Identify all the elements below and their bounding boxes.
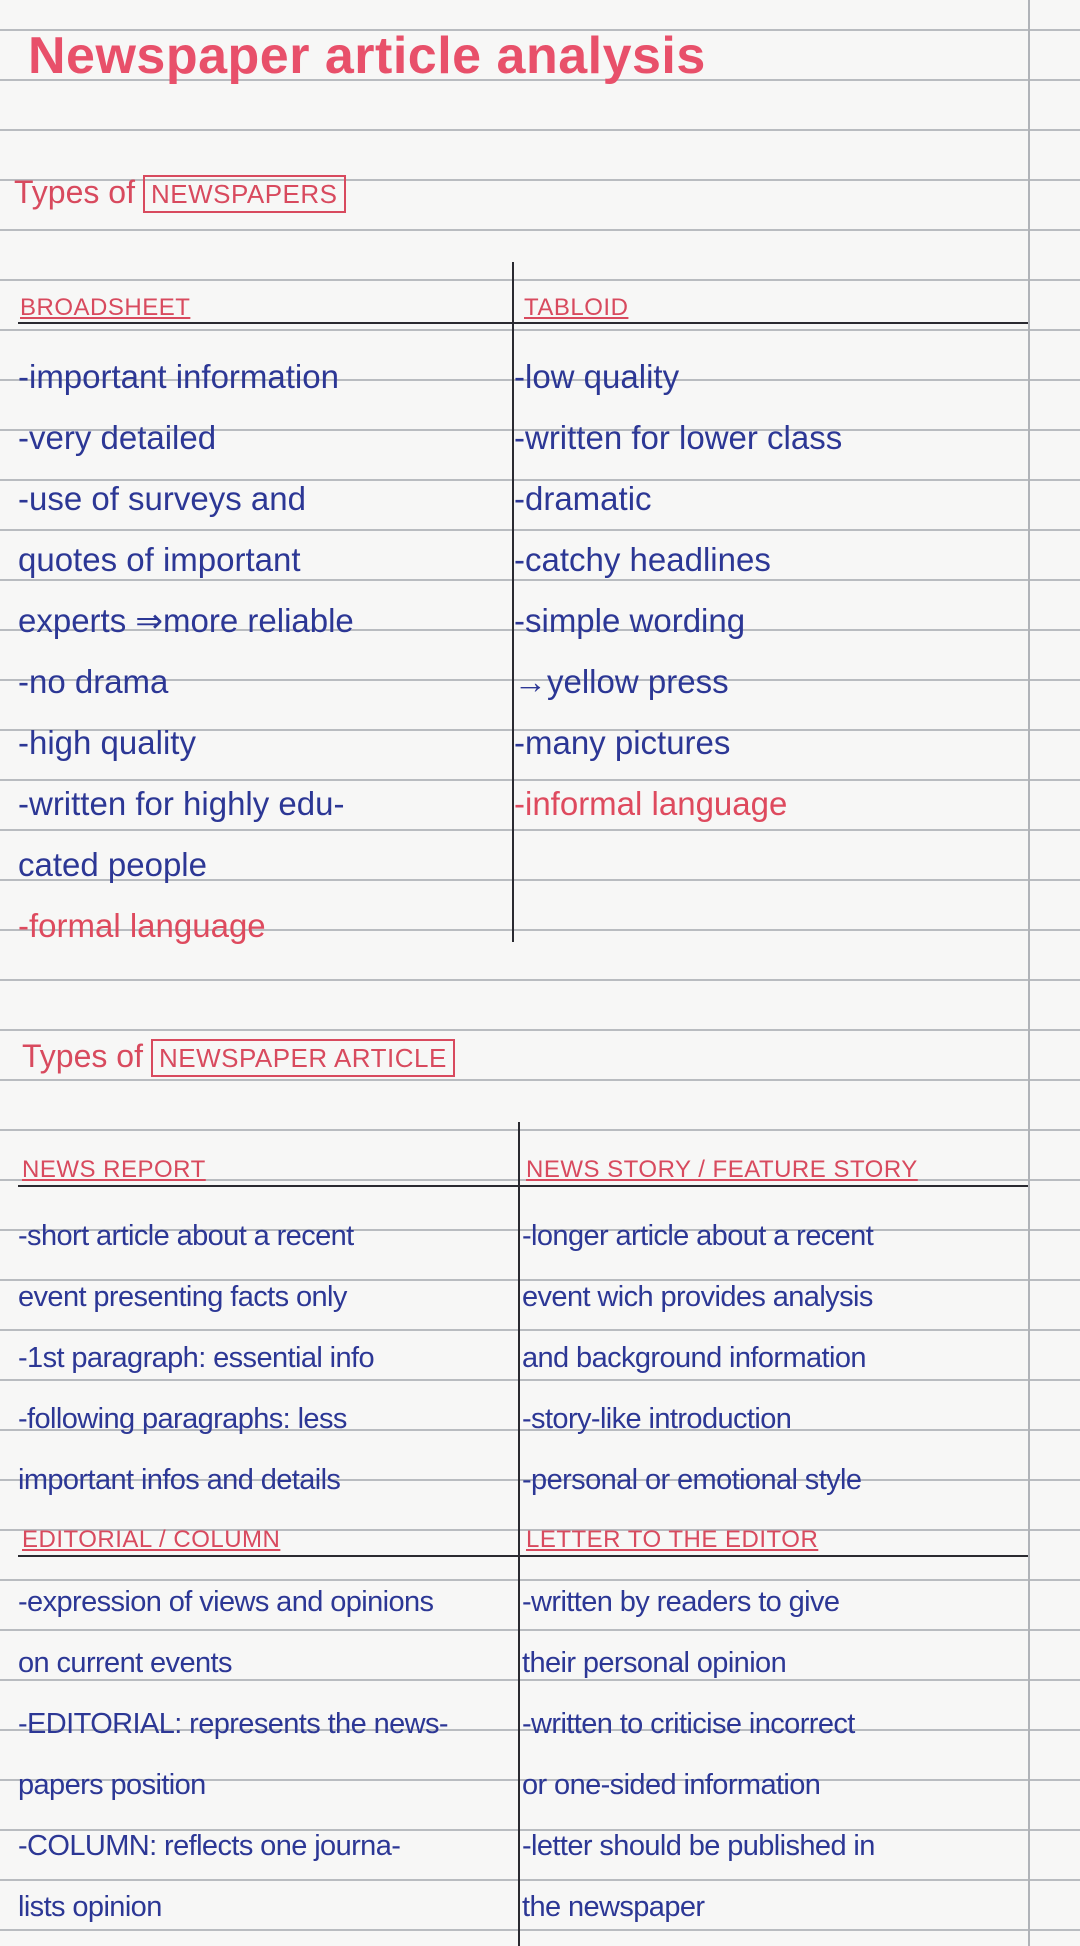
broadsheet-point: experts ⇒more reliable bbox=[18, 602, 354, 639]
tabloid-point: -low quality bbox=[514, 358, 680, 395]
news-report-point: -following paragraphs: less bbox=[18, 1403, 347, 1435]
news-story-point: -story-like introduction bbox=[522, 1403, 792, 1435]
news-story-point: -personal or emotional style bbox=[522, 1464, 862, 1496]
tabloid-point: -catchy headlines bbox=[514, 541, 771, 578]
news-story-point: and background information bbox=[522, 1342, 866, 1374]
tabloid-point: -dramatic bbox=[514, 480, 652, 517]
broadsheet-point: -no drama bbox=[18, 663, 169, 700]
editorial-point: on current events bbox=[18, 1647, 232, 1679]
news-report-point: important infos and details bbox=[18, 1464, 341, 1496]
boxed-term: NEWSPAPER ARTICLE bbox=[151, 1039, 455, 1077]
tabloid-point: -many pictures bbox=[514, 724, 731, 761]
letter-point: -written to criticise incorrect bbox=[522, 1708, 855, 1740]
letter-point: -written by readers to give bbox=[522, 1586, 840, 1618]
table2-divider bbox=[518, 1122, 520, 1946]
editorial-point: -EDITORIAL: represents the news- bbox=[18, 1708, 448, 1740]
broadsheet-point: -important information bbox=[18, 358, 339, 395]
letter-point: their personal opinion bbox=[522, 1647, 787, 1679]
header-tabloid: TABLOID bbox=[524, 294, 629, 321]
tabloid-point: -written for lower class bbox=[514, 419, 843, 456]
broadsheet-point: -formal language bbox=[18, 907, 266, 944]
page-margin-line bbox=[1028, 0, 1030, 1946]
broadsheet-point: quotes of important bbox=[18, 541, 301, 578]
header-news-story: NEWS STORY / FEATURE STORY bbox=[526, 1156, 918, 1183]
boxed-term: NEWSPAPERS bbox=[143, 175, 346, 213]
news-report-point: -short article about a recent bbox=[18, 1220, 354, 1252]
section-label: Types of bbox=[14, 174, 135, 210]
letter-point: the newspaper bbox=[522, 1891, 705, 1923]
header-news-report: NEWS REPORT bbox=[22, 1156, 206, 1183]
section-heading-articles bbox=[22, 1040, 455, 1072]
table2-header2-rule bbox=[18, 1555, 1028, 1557]
header-letter: LETTER TO THE EDITOR bbox=[526, 1526, 819, 1553]
news-story-point: event wich provides analysis bbox=[522, 1281, 873, 1313]
news-report-point: -1st paragraph: essential info bbox=[18, 1342, 374, 1374]
section-label: Types of bbox=[22, 1038, 143, 1074]
broadsheet-point: -use of surveys and bbox=[18, 480, 306, 517]
table2-header-rule bbox=[18, 1185, 1028, 1187]
editorial-point: -COLUMN: reflects one journa- bbox=[18, 1830, 401, 1862]
broadsheet-point: -very detailed bbox=[18, 419, 217, 456]
broadsheet-point: cated people bbox=[18, 846, 207, 883]
editorial-point: -expression of views and opinions bbox=[18, 1586, 434, 1618]
section-heading-newspapers bbox=[14, 176, 346, 208]
editorial-point: lists opinion bbox=[18, 1891, 162, 1923]
broadsheet-point: -written for highly edu- bbox=[18, 785, 345, 822]
broadsheet-point: -high quality bbox=[18, 724, 196, 761]
news-report-point: event presenting facts only bbox=[18, 1281, 347, 1313]
header-editorial: EDITORIAL / COLUMN bbox=[22, 1526, 281, 1553]
tabloid-point: -simple wording bbox=[514, 602, 746, 639]
page-title: Newspaper article analysis bbox=[28, 27, 706, 85]
news-story-point: -longer article about a recent bbox=[522, 1220, 874, 1252]
header-broadsheet: BROADSHEET bbox=[20, 294, 191, 321]
tabloid-point: -informal language bbox=[514, 785, 788, 822]
editorial-point: papers position bbox=[18, 1769, 206, 1801]
letter-point: -letter should be published in bbox=[522, 1830, 875, 1862]
letter-point: or one-sided information bbox=[522, 1769, 821, 1801]
tabloid-point: →yellow press bbox=[514, 663, 729, 700]
table1-header-rule bbox=[18, 322, 1028, 324]
